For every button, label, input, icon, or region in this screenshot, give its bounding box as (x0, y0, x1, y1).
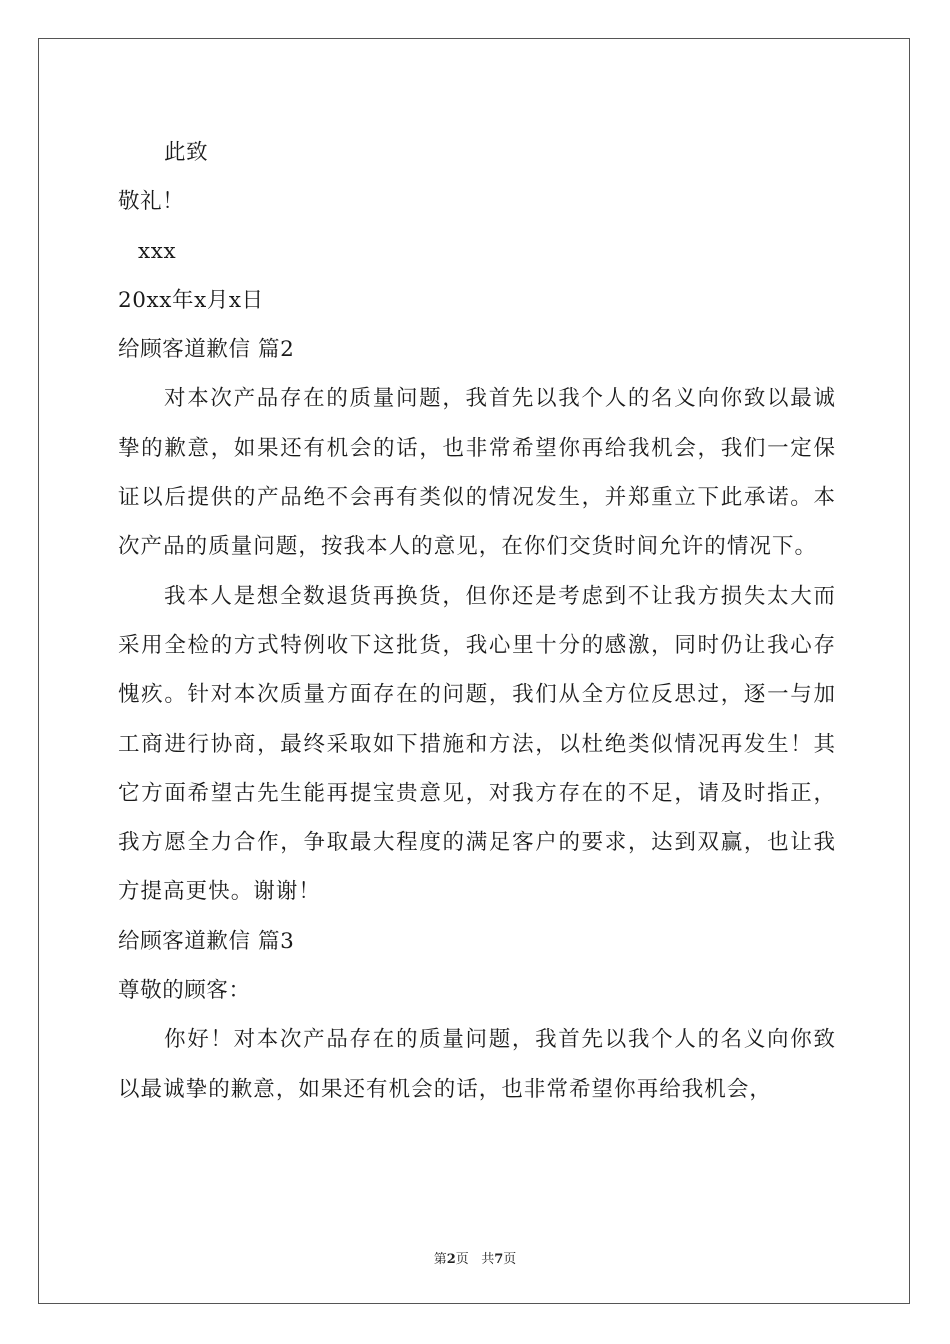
section2-paragraph: 我本人是想全数退货再换货，但你还是考虑到不让我方损失太大而采用全检的方式特例收下这批货，我心里十分的感激，同时仍让我心存愧疚。针对本次质量方面存在的问题，我们从全方位反思过，逐一与加工商进行协商，最终采取如下措施和方法，以杜绝类似情况再发生！其它方面希望古先生能再提宝贵意见，对我方存在的不足，请及时指正，我方愿全力合作，争取最大程度的满足客户的要求，达到双赢，也让我方提高更快。谢谢！ (118, 583, 836, 905)
letter-date: 20xx年x月x日 (118, 287, 264, 313)
section-heading-3: 给顾客道歉信 篇3 (118, 928, 295, 954)
total-label-suffix: 页 (503, 1252, 517, 1267)
total-pages-number: 7 (494, 1252, 504, 1267)
section3-paragraph: 你好！对本次产品存在的质量问题，我首先以我个人的名义向你致以最诚挚的歉意，如果还有机会的话，也非常希望你再给我机会， (118, 1027, 836, 1102)
page-footer (0, 1248, 950, 1267)
section3-greeting: 尊敬的顾客： (118, 978, 251, 1004)
signature: xxx (138, 238, 177, 264)
total-label-prefix: 共 (481, 1252, 495, 1267)
section2-paragraph: 对本次产品存在的质量问题，我首先以我个人的名义向你致以最诚挚的歉意，如果还有机会的话，也非常希望你再给我机会，我们一定保证以后提供的产品绝不会再有类似的情况发生，并郑重立下此承诺。本次产品的质量问题，按我本人的意见，在你们交货时间允许的情况下。 (118, 386, 836, 560)
salutation-end: 敬礼！ (118, 189, 185, 215)
section-heading-2: 给顾客道歉信 篇2 (118, 337, 295, 363)
document-body (118, 128, 836, 1114)
closing-line: 此致 (164, 140, 209, 165)
page-label-suffix: 页 (455, 1252, 469, 1267)
page-label-prefix: 第 (433, 1252, 447, 1267)
current-page-number: 2 (446, 1252, 456, 1267)
